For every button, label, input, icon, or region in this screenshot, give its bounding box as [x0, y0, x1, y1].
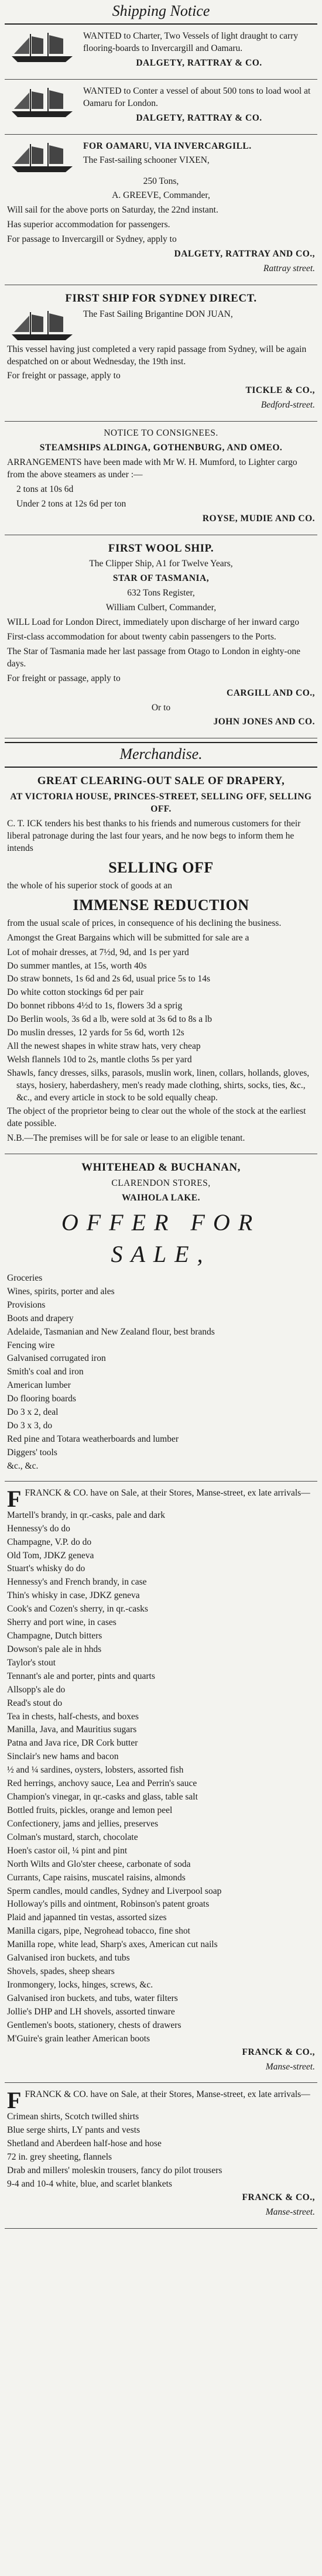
ad-whitehead-name: WHITEHEAD & BUCHANAN,	[81, 1161, 241, 1174]
list-item: Thin's whisky in case, JDKZ geneva	[7, 1590, 140, 1601]
ad-vixen-accommodation: Has superior accommodation for passengers.	[7, 220, 170, 230]
ad-consignees-rate-2: Under 2 tons at 12s 6d per ton	[16, 498, 126, 509]
sailing-ship-icon	[7, 85, 77, 121]
list-item: Tennant's ale and porter, pints and quarts	[7, 1671, 155, 1681]
list-item: Red pine and Totara weatherboards and lumber	[7, 1434, 179, 1444]
list-item: Shovels, spades, sheep shears	[7, 1966, 115, 1977]
list-item: Galvanised iron buckets, and tubs	[7, 1953, 130, 1963]
list-item: Sinclair's new hams and bacon	[7, 1751, 119, 1762]
list-item: Do 3 x 2, deal	[7, 1407, 59, 1418]
ad-consignees-text: ARRANGEMENTS have been made with Mr W. H. Mumford, to Lighter cargo from the above steamers as under :—	[7, 457, 297, 480]
list-item: Adelaide, Tasmanian and New Zealand flour, best brands	[7, 1326, 215, 1337]
list-item: &c., &c.	[7, 1460, 39, 1471]
list-item: Ironmongery, locks, hinges, screws, &c.	[7, 1980, 153, 1990]
ad-charter-signature: DALGETY, RATTRAY & CO.	[136, 57, 262, 68]
ad-whitehead-list	[7, 1272, 315, 1473]
list-item: Do flooring boards	[7, 1394, 76, 1404]
list-item: Galvanised corrugated iron	[7, 1353, 106, 1364]
ad-franck-intro-text: FRANCK & CO. have on Sale, at their Stores, Manse-street, ex late arrivals—	[25, 1487, 310, 1498]
ad-victoria-headline: GREAT CLEARING-OUT SALE OF DRAPERY,	[37, 775, 285, 788]
list-item: Do straw bonnets, 1s 6d and 2s 6d, usual price 5s to 14s	[7, 974, 210, 984]
ad-consignees	[5, 422, 317, 535]
list-item: Champagne, Dutch bitters	[7, 1631, 102, 1641]
list-item: Currants, Cape raisins, muscatel raisins, almonds	[7, 1872, 186, 1883]
ad-tasmania-headline: FIRST WOOL SHIP.	[108, 542, 214, 555]
ad-victoria-bargains: Amongst the Great Bargains which will be submitted for sale are a	[7, 932, 249, 943]
list-item: Drab and millers' moleskin trousers, fancy do pilot trousers	[7, 2166, 222, 2176]
drop-cap: F	[7, 2087, 22, 2114]
list-item: Do 3 x 3, do	[7, 1421, 53, 1431]
list-item: Crimean shirts, Scotch twilled shirts	[7, 2112, 139, 2122]
ad-vixen-address: Rattray street.	[263, 264, 315, 274]
ad-franck2-list	[7, 2111, 315, 2191]
ad-don-juan-address: Bedford-street.	[261, 400, 315, 410]
ad-whitehead-buchanan	[5, 1154, 317, 1481]
ad-victoria-nb: N.B.—The premises will be for sale or lease to an eligible tenant.	[7, 1133, 245, 1143]
ad-charter-text: WANTED to Charter, Two Vessels of light draught to carry flooring-boards to Invercargill and Oamaru.	[83, 31, 299, 53]
ad-don-juan-signature: TICKLE & CO.,	[245, 385, 315, 396]
list-item: Do bonnet ribbons 4½d to 1s, flowers 3d a sprig	[7, 1001, 183, 1011]
list-item: Old Tom, JDKZ geneva	[7, 1550, 94, 1561]
list-item: North Wilts and Glo'ster cheese, carbonate of soda	[7, 1859, 191, 1869]
ad-wool-vessel	[5, 80, 317, 135]
list-item: Smith's coal and iron	[7, 1367, 84, 1377]
list-item: ½ and ¼ sardines, oysters, lobsters, assorted fish	[7, 1765, 184, 1776]
ad-vixen-vessel: The Fast-sailing schooner VIXEN,	[83, 155, 210, 166]
list-item: 72 in. grey sheeting, flannels	[7, 2152, 112, 2163]
list-item: All the newest shapes in white straw hats, very cheap	[7, 1041, 201, 1052]
list-item: Hoen's castor oil, ¼ pint and pint	[7, 1845, 128, 1856]
ad-vixen-headline: FOR OAMARU, VIA INVERCARGILL.	[83, 141, 252, 151]
list-item: Lot of mohair dresses, at 7½d, 9d, and 1s per yard	[7, 947, 189, 957]
ad-franck2-address: Manse-street.	[265, 2206, 315, 2217]
ad-victoria-stock: the whole of his superior stock of goods at an	[7, 880, 172, 891]
ad-victoria-list	[7, 947, 315, 1104]
ad-consignees-signature: ROYSE, MUDIE AND CO.	[202, 513, 315, 524]
ad-franck-signature: FRANCK & CO.,	[242, 2047, 315, 2057]
ad-franck2-signature: FRANCK & CO.,	[242, 2192, 315, 2202]
sailing-ship-icon	[7, 30, 77, 66]
ad-tasmania-commander: William Culbert, Commander,	[105, 603, 217, 613]
list-item: Do Berlin wools, 3s 6d a lb, were sold at 3s 6d to 8s a lb	[7, 1014, 213, 1025]
ad-franck2-intro-text: FRANCK & CO. have on Sale, at their Stores, Manse-street, ex late arrivals—	[25, 2089, 310, 2100]
ad-don-juan	[5, 285, 317, 422]
list-item: Do summer mantles, at 15s, worth 40s	[7, 960, 147, 971]
ad-wool-vessel-text: WANTED to Conter a vessel of about 500 tons to load wool at Oamaru for London.	[83, 85, 311, 108]
list-item: Colman's mustard, starch, chocolate	[7, 1832, 138, 1842]
ad-consignees-rate-1: 2 tons at 10s 6d	[16, 484, 74, 494]
ad-vixen-signature: DALGETY, RATTRAY AND CO.,	[174, 249, 315, 259]
ad-franck-co-clothing	[5, 2083, 317, 2228]
list-item: Allsopp's ale do	[7, 1684, 66, 1695]
list-item: Wines, spirits, porter and ales	[7, 1286, 115, 1296]
list-item: Do muslin dresses, 12 yards for 5s 6d, worth 12s	[7, 1028, 184, 1038]
ad-victoria-object: The object of the proprietor being to clear out the whole of the stock at the earliest date possible.	[7, 1106, 306, 1128]
shipping-notice-heading: Shipping Notice	[5, 0, 317, 25]
list-item: Boots and drapery	[7, 1313, 74, 1323]
ad-tasmania-signature-2: JOHN JONES AND CO.	[213, 717, 315, 727]
ad-whitehead-stores: CLARENDON STORES,	[111, 1178, 211, 1189]
list-item: Manilla rope, white lead, Sharp's axes, American cut nails	[7, 1939, 218, 1950]
list-item: Red herrings, anchovy sauce, Lea and Perrin's sauce	[7, 1778, 197, 1789]
list-item: Confectionery, jams and jellies, preserves	[7, 1818, 159, 1829]
drop-cap: F	[7, 1485, 22, 1512]
list-item: 9-4 and 10-4 white, blue, and scarlet blankets	[7, 2179, 172, 2190]
list-item: Gentlemen's boots, stationery, chests of drawers	[7, 2020, 181, 2030]
list-item: Cook's and Cozen's sherry, in qr.-casks	[7, 1604, 148, 1614]
list-item: Blue serge shirts, LY pants and vests	[7, 2125, 141, 2136]
ad-don-juan-headline: FIRST SHIP FOR SYDNEY DIRECT.	[65, 292, 257, 305]
ad-consignees-headline: NOTICE TO CONSIGNEES.	[104, 428, 218, 439]
ad-franck-intro	[7, 1485, 315, 1512]
ad-vixen-passage: For passage to Invercargill or Sydney, apply to	[7, 234, 177, 245]
list-item: Jollie's DHP and LH shovels, assorted tinware	[7, 2006, 175, 2017]
list-item: Sperm candles, mould candles, Sydney and Liverpool soap	[7, 1886, 222, 1896]
ad-wool-vessel-signature: DALGETY, RATTRAY & CO.	[136, 112, 262, 123]
ad-victoria-selling-off: SELLING OFF	[108, 858, 214, 876]
list-item: M'Guire's grain leather American boots	[7, 2033, 150, 2044]
ad-tasmania-passage: The Star of Tasmania made her last passage from Otago to London in eighty-one days.	[7, 646, 300, 669]
sailing-ship-icon	[7, 309, 77, 344]
ad-whitehead-offer: OFFER FOR SALE,	[61, 1209, 261, 1267]
ad-don-juan-apply: For freight or passage, apply to	[7, 371, 121, 381]
ad-victoria-house	[5, 768, 317, 1154]
list-item: Hennessy's and French brandy, in case	[7, 1577, 147, 1588]
list-item: Champion's vinegar, in qr.-casks and glass, table salt	[7, 1792, 198, 1802]
list-item: Stuart's whisky do do	[7, 1564, 85, 1574]
list-item: American lumber	[7, 1380, 71, 1391]
list-item: Dowson's pale ale in hhds	[7, 1644, 102, 1654]
list-item: Patna and Java rice, DR Cork butter	[7, 1738, 138, 1749]
ad-franck-list	[7, 1510, 315, 2045]
ad-charter	[5, 25, 317, 80]
ad-victoria-location: AT VICTORIA HOUSE, PRINCES-STREET, SELLING OFF, SELLING OFF.	[10, 792, 312, 814]
list-item: Tea in chests, half-chests, and boxes	[7, 1711, 139, 1722]
ad-tasmania-vessel: STAR OF TASMANIA,	[112, 573, 210, 584]
list-item: Manilla, Java, and Mauritius sugars	[7, 1725, 137, 1735]
list-item: Shawls, fancy dresses, silks, parasols, muslin work, linen, collars, hollands, gloves, stays, hosiery, haberdashery, men's ready made clothing, shirts, socks, ties, &c., &c., and every article in stock to be sold equally cheap.	[7, 1068, 310, 1103]
list-item: Bottled fruits, pickles, orange and lemon peel	[7, 1805, 173, 1816]
list-item: Groceries	[7, 1272, 43, 1283]
list-item: Taylor's stout	[7, 1657, 56, 1668]
ad-franck-co-stores	[5, 1482, 317, 2084]
ad-franck2-intro	[7, 2087, 315, 2114]
list-item: Read's stout do	[7, 1698, 63, 1708]
ad-tasmania-apply: For freight or passage, apply to	[7, 673, 121, 683]
list-item: Provisions	[7, 1299, 46, 1310]
list-item: Martell's brandy, in qr.-casks, pale and dark	[7, 1510, 165, 1520]
ad-don-juan-vessel: The Fast Sailing Brigantine DON JUAN,	[83, 309, 233, 319]
ad-vixen-commander: A. GREEVE, Commander,	[112, 190, 210, 201]
list-item: Fencing wire	[7, 1340, 55, 1350]
ad-tasmania-class: The Clipper Ship, A1 for Twelve Years,	[89, 559, 233, 569]
ad-vixen-tonnage: 250 Tons,	[143, 176, 179, 186]
list-item: Shetland and Aberdeen half-hose and hose	[7, 2139, 162, 2149]
ad-tasmania-signature-1: CARGILL AND CO.,	[227, 687, 315, 698]
list-item: Plaid and japanned tin vestas, assorted sizes	[7, 1913, 167, 1923]
list-item: Hennessy's do do	[7, 1523, 70, 1534]
list-item: Manilla cigars, pipe, Negrohead tobacco, fine shot	[7, 1926, 190, 1937]
list-item: Sherry and port wine, in cases	[7, 1617, 117, 1628]
ad-tasmania-tonnage: 632 Tons Register,	[127, 588, 195, 598]
ad-whitehead-location: WAIHOLA LAKE.	[122, 1192, 200, 1203]
ad-tasmania-accommodation: First-class accommodation for about twenty cabin passengers to the Ports.	[7, 631, 276, 642]
list-item: Do white cotton stockings 6d per pair	[7, 987, 144, 998]
ad-franck-address: Manse-street.	[265, 2061, 315, 2072]
ad-don-juan-text: This vessel having just completed a very rapid passage from Sydney, will be again despatched on or about Wednesday, the 19th inst.	[7, 344, 307, 367]
ad-tasmania-or: Or to	[151, 702, 171, 713]
ad-vixen-sailing: Will sail for the above ports on Saturday, the 22nd instant.	[7, 205, 218, 215]
list-item: Holloway's pills and ointment, Robinson's patent groats	[7, 1899, 210, 1910]
sailing-ship-icon	[7, 141, 77, 176]
list-item: Galvanised iron buckets, and tubs, water filters	[7, 1993, 178, 2003]
ad-vixen	[5, 135, 317, 285]
list-item: Welsh flannels 10d to 2s, mantle cloths 5s per yard	[7, 1054, 192, 1065]
ad-victoria-reason: from the usual scale of prices, in consequence of his declining the business.	[7, 918, 282, 928]
ad-tasmania-loading: WILL Load for London Direct, immediately upon discharge of her inward cargo	[7, 617, 299, 628]
list-item: Champagne, V.P. do do	[7, 1537, 92, 1547]
ad-consignees-steamers: STEAMSHIPS ALDINGA, GOTHENBURG, AND OMEO.	[39, 443, 283, 453]
list-item: Diggers' tools	[7, 1447, 57, 1458]
ad-victoria-intro: C. T. ICK tenders his best thanks to his friends and numerous customers for their liberal patronage during the last four years, and he now begs to inform them he intends	[7, 818, 301, 853]
ad-star-of-tasmania	[5, 535, 317, 739]
ad-victoria-reduction: IMMENSE REDUCTION	[73, 896, 249, 914]
merchandise-heading: Merchandise.	[5, 742, 317, 768]
